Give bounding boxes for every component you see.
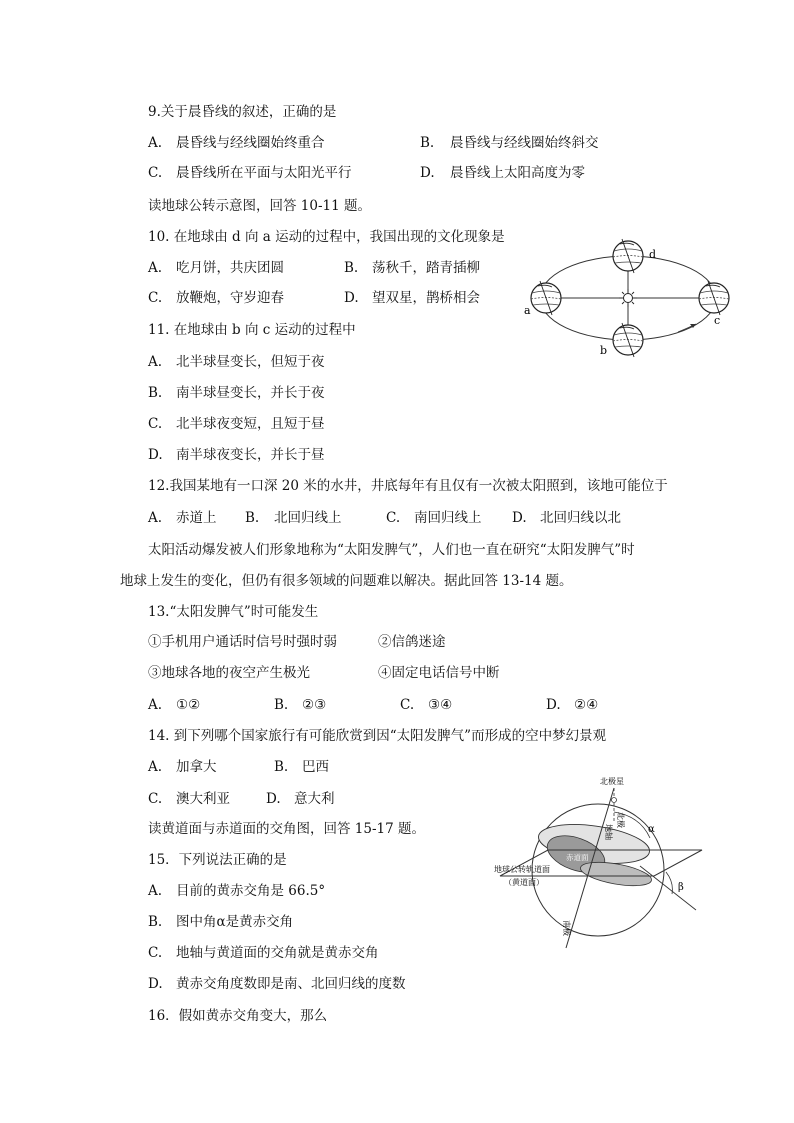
q13-option-d-text: ②④ [574,697,599,713]
north-star-icon [612,798,617,803]
q13-item-4: ④固定电话信号中断 [378,665,500,681]
q14-option-c-text: 澳大利亚 [176,791,230,807]
q13-option-a-text: ①② [176,697,201,713]
q9-option-b-letter: B. [420,135,435,151]
south-pole-label: 南极 [562,920,571,936]
q12-option-a-letter: A. [148,510,163,526]
q9-option-c-letter: C. [148,165,163,181]
intro-10-11: 读地球公转示意图，回答 10-11 题。 [148,198,372,214]
q11-option-b-text: 南半球昼变长，并长于夜 [176,385,325,401]
q16-stem: 16．假如黄赤交角变大，那么 [148,1008,328,1024]
passage-13-14-line2: 地球上发生的变化，但仍有很多领域的问题难以解决。据此回答 13-14 题。 [120,573,573,589]
earth-globe-a [531,281,561,315]
intro-15-17: 读黄道面与赤道面的交角图，回答 15-17 题。 [148,821,425,837]
q12-option-b-text: 北回归线上 [274,510,342,526]
north-star-label: 北极星 [600,777,624,786]
orbit-label-d: d [649,248,657,261]
q15-option-b-text: 图中角α是黄赤交角 [176,914,294,930]
q11-option-b-letter: B. [148,385,163,401]
q11-stem: 11. 在地球由 b 向 c 运动的过程中 [148,322,356,338]
q14-option-b-text: 巴西 [302,759,329,775]
q12-option-d-letter: D. [512,510,527,526]
q14-option-c-letter: C. [148,791,163,807]
ecliptic-plane-label: （黄道面） [504,878,544,887]
q9-option-b-text: 晨昏线与经线圈始终斜交 [450,135,599,151]
q15-option-a-text: 目前的黄赤交角是 66.5° [176,883,326,899]
q12-option-b-letter: B. [245,510,260,526]
q14-stem: 14. 到下列哪个国家旅行有可能欣赏到因“太阳发脾气”而形成的空中梦幻景观 [148,728,607,744]
q10-option-d-text: 望双星，鹊桥相会 [372,290,480,306]
q14-option-d-letter: D. [266,791,281,807]
q10-option-a-text: 吃月饼，共庆团圆 [176,260,284,276]
q13-option-d-letter: D. [546,697,561,713]
earth-globe-b [613,323,643,357]
orbit-plane-label: 地球公转轨道面 [494,865,550,874]
q15-option-b-letter: B. [148,914,163,930]
q15-option-d-text: 黄赤交角度数即是南、北回归线的度数 [176,976,406,992]
q15-option-d-letter: D. [148,976,163,992]
q13-item-1: ①手机用户通话时信号时强时弱 [148,634,337,650]
equator-plane-label: 赤道面 [566,853,589,862]
ecliptic-equator-diagram [490,772,712,968]
q14-option-a-text: 加拿大 [176,759,217,775]
q14-option-a-letter: A. [148,759,163,775]
q9-stem: 9.关于晨昏线的叙述，正确的是 [148,104,337,120]
q13-option-b-text: ②③ [302,697,327,713]
earth-revolution-diagram [518,232,740,362]
q15-stem: 15．下列说法正确的是 [148,852,287,868]
q12-option-c-letter: C. [386,510,401,526]
q13-option-b-letter: B. [274,697,289,713]
q12-stem: 12.我国某地有一口深 20 米的水井，井底每年有且仅有一次被太阳照到，该地可能位于 [148,478,668,494]
q11-option-a-letter: A. [148,354,163,370]
earth-globe-d [613,239,643,273]
q10-stem: 10. 在地球由 d 向 a 运动的过程中，我国出现的文化现象是 [148,229,505,245]
q12-option-a-text: 赤道上 [176,510,217,526]
q9-option-d-text: 晨昏线上太阳高度为零 [450,165,585,181]
earth-axis-label: 地轴 [604,824,613,840]
q10-option-c-letter: C. [148,290,163,306]
earth-globe-c [699,281,729,315]
q10-option-b-text: 荡秋千，踏青插柳 [372,260,480,276]
sun-icon [619,289,637,307]
q9-option-a-letter: A. [148,135,163,151]
q10-option-d-letter: D. [344,290,359,306]
q14-option-b-letter: B. [274,759,289,775]
q13-option-a-letter: A. [148,697,163,713]
passage-13-14-line1: 太阳活动爆发被人们形象地称为“太阳发脾气”，人们也一直在研究“太阳发脾气”时 [148,542,635,558]
q13-option-c-text: ③④ [428,697,453,713]
q9-option-c-text: 晨昏线所在平面与太阳光平行 [176,165,352,181]
beta-label: β [678,882,684,893]
q11-option-d-letter: D. [148,447,163,463]
q11-option-c-text: 北半球夜变短，且短于昼 [176,416,325,432]
q14-option-d-text: 意大利 [294,791,335,807]
orbit-label-c: c [714,314,721,327]
orbit-label-b: b [600,344,608,357]
q13-stem: 13.“太阳发脾气”时可能发生 [148,604,319,620]
q13-option-c-letter: C. [400,697,415,713]
orbit-label-a: a [524,304,531,317]
q10-option-c-text: 放鞭炮，守岁迎春 [176,290,284,306]
q10-option-a-letter: A. [148,260,163,276]
q9-option-d-letter: D. [420,165,435,181]
q11-option-c-letter: C. [148,416,163,432]
q11-option-a-text: 北半球昼变长，但短于夜 [176,354,325,370]
q10-option-b-letter: B. [344,260,359,276]
q11-option-d-text: 南半球夜变长，并长于昼 [176,447,325,463]
q12-option-c-text: 南回归线上 [414,510,482,526]
q15-option-a-letter: A. [148,883,163,899]
q12-option-d-text: 北回归线以北 [540,510,621,526]
north-pole-label: 北极 [616,812,625,828]
q13-item-2: ②信鸽迷途 [378,634,446,650]
q15-option-c-letter: C. [148,945,163,961]
q15-option-c-text: 地轴与黄道面的交角就是黄赤交角 [176,945,379,961]
alpha-label: α [648,824,655,835]
q13-item-3: ③地球各地的夜空产生极光 [148,665,310,681]
q9-option-a-text: 晨昏线与经线圈始终重合 [176,135,325,151]
